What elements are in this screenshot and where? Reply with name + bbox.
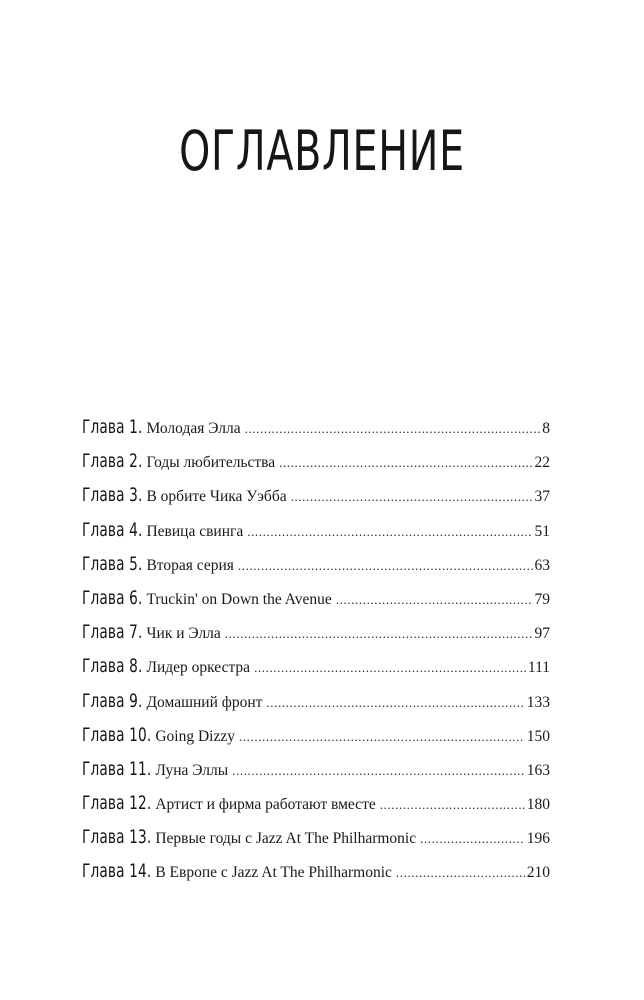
chapter-title: Луна Эллы: [155, 761, 229, 779]
toc-row[interactable]: [82, 484, 550, 518]
dot-leader: [336, 592, 533, 608]
chapter-title: Домашний фронт: [146, 693, 263, 711]
chapter-label: Глава 3.: [82, 484, 143, 507]
chapter-label: Глава 6.: [82, 586, 143, 609]
toc-row[interactable]: [82, 553, 550, 587]
chapter-title: Лидер оркестра: [146, 659, 251, 677]
dot-leader: [396, 865, 525, 881]
page-number: 150: [526, 727, 550, 745]
toc-row[interactable]: [82, 587, 550, 621]
chapter-title: Чик и Элла: [146, 625, 221, 643]
chapter-label: Глава 14.: [82, 860, 152, 883]
dot-leader: [238, 558, 533, 574]
chapter-label: Глава 10.: [82, 723, 152, 746]
chapter-title: В Европе с Jazz At The Philharmonic: [155, 864, 392, 882]
dot-leader: [232, 763, 525, 779]
chapter-label: Глава 13.: [82, 826, 152, 849]
toc-row[interactable]: [82, 826, 550, 860]
toc-row[interactable]: [82, 860, 550, 894]
toc-row[interactable]: [82, 690, 550, 724]
chapter-title: Truckin' on Down the Avenue: [146, 590, 332, 608]
chapter-label: Глава 12.: [82, 792, 152, 815]
chapter-title: Первые годы с Jazz At The Philharmonic: [155, 830, 417, 848]
page-number: 163: [526, 761, 550, 779]
page-number: 79: [534, 590, 550, 608]
dot-leader: [279, 455, 532, 471]
chapter-label: Глава 9.: [82, 689, 143, 712]
chapter-label: Глава 7.: [82, 621, 143, 644]
page-number: 37: [534, 488, 550, 506]
chapter-title: Молодая Элла: [146, 420, 241, 437]
toc-row[interactable]: [82, 655, 550, 689]
chapter-title: Вторая серия: [146, 556, 234, 574]
chapter-label: Глава 5.: [82, 552, 143, 575]
dot-leader: [225, 626, 533, 642]
dot-leader: [420, 831, 525, 847]
toc-row[interactable]: [82, 758, 550, 792]
chapter-title: Артист и фирма работают вместе: [155, 796, 376, 814]
toc-row[interactable]: [82, 621, 550, 655]
chapter-title: Going Dizzy: [155, 727, 235, 745]
table-of-contents: [82, 416, 550, 895]
toc-row[interactable]: [82, 792, 550, 826]
chapter-title: В орбите Чика Уэбба: [146, 488, 287, 506]
chapter-label: Глава 8.: [82, 655, 143, 678]
page-number: 63: [534, 556, 550, 574]
chapter-label: Глава 1.: [82, 416, 143, 438]
page-title: ОГЛАВЛЕНИЕ: [179, 119, 465, 183]
dot-leader: [380, 797, 525, 813]
chapter-title: Годы любительства: [146, 454, 276, 472]
page-number: 111: [527, 659, 550, 677]
page-number: 22: [534, 454, 550, 472]
page-number: 180: [526, 796, 550, 814]
chapter-title: Певица свинга: [146, 522, 244, 540]
chapter-label: Глава 11.: [82, 757, 152, 780]
toc-row[interactable]: [82, 416, 550, 450]
toc-row[interactable]: [82, 519, 550, 553]
dot-leader: [254, 660, 526, 676]
page-number: 51: [534, 522, 550, 540]
dot-leader: [291, 489, 533, 505]
chapter-label: Глава 2.: [82, 450, 143, 473]
page-number: 210: [526, 864, 550, 882]
page-number: 133: [526, 693, 550, 711]
page-number: 8: [542, 420, 550, 437]
dot-leader: [266, 695, 524, 711]
page-number: 196: [526, 830, 550, 848]
dot-leader: [245, 421, 541, 437]
chapter-label: Глава 4.: [82, 518, 143, 541]
dot-leader: [239, 729, 525, 745]
page-number: 97: [534, 625, 550, 643]
dot-leader: [247, 524, 532, 540]
toc-row[interactable]: [82, 450, 550, 484]
toc-row[interactable]: [82, 724, 550, 758]
